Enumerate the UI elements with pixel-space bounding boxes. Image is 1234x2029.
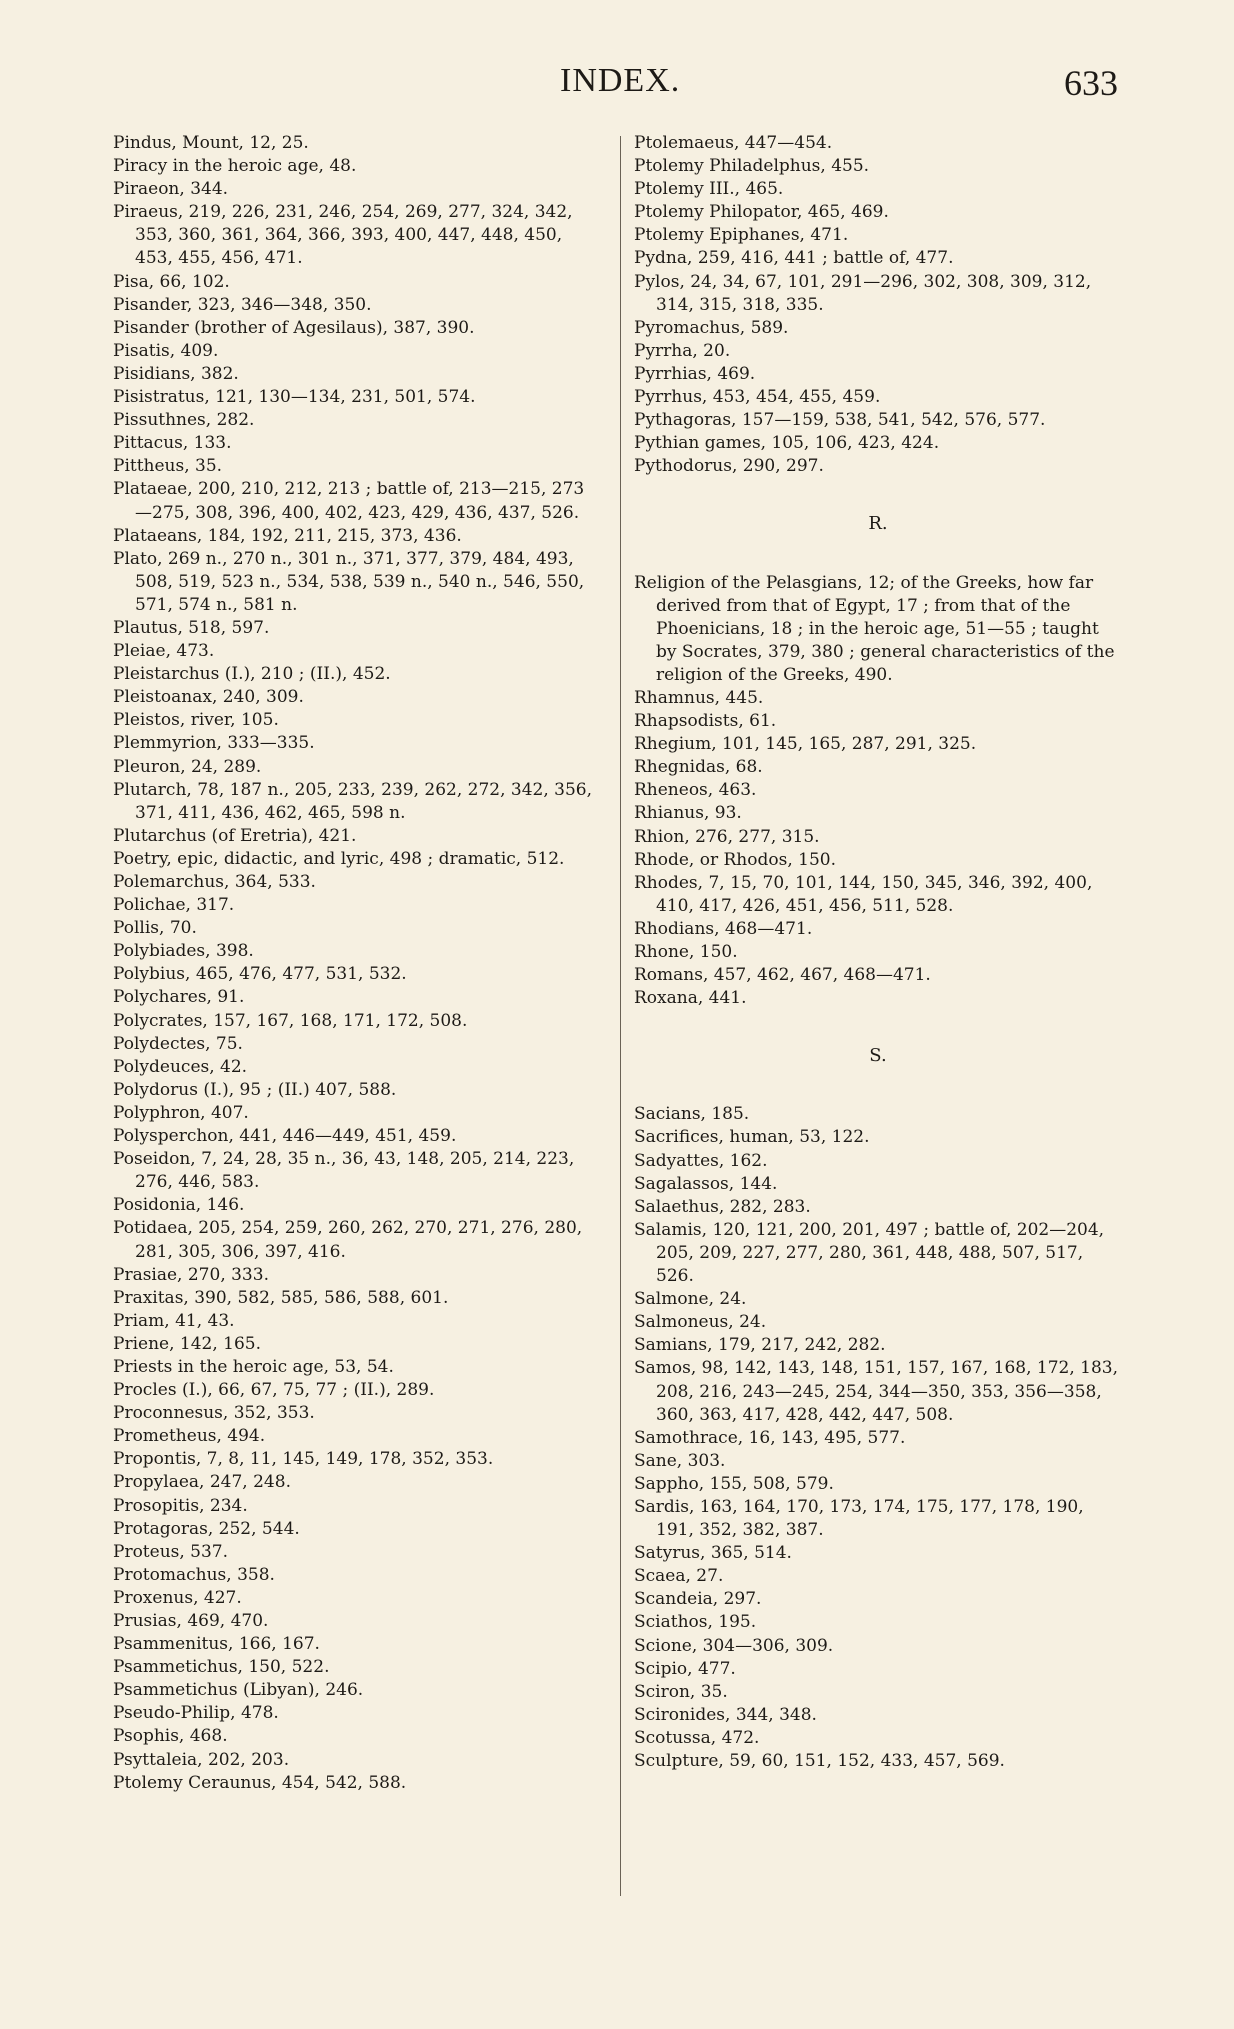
index-entry: Scandeia, 297. [634, 1589, 762, 1610]
index-entry: Priests in the heroic age, 53, 54. [113, 1356, 394, 1377]
index-entry: Praxitas, 390, 582, 585, 586, 588, 601. [113, 1287, 449, 1308]
index-entry: Pissuthnes, 282. [113, 410, 255, 431]
index-column-left [113, 132, 593, 1795]
index-entry: Rheneos, 463. [634, 780, 757, 801]
index-entry: Pseudo-Philip, 478. [113, 1703, 279, 1724]
index-entry: Polychares, 91. [113, 987, 245, 1008]
index-entry: Sciron, 35. [634, 1681, 728, 1702]
index-entry: Pythian games, 105, 106, 423, 424. [634, 433, 940, 454]
index-entry: Pisa, 66, 102. [113, 271, 230, 292]
index-entry: Propylaea, 247, 248. [113, 1472, 291, 1493]
index-entry: Pleistos, river, 105. [113, 710, 279, 731]
index-entry: Proteus, 537. [113, 1541, 229, 1562]
index-entry: Pyromachus, 589. [634, 317, 789, 338]
index-entry: Priam, 41, 43. [113, 1310, 235, 1331]
index-entry: Pittheus, 35. [113, 456, 223, 477]
index-entry: Sappho, 155, 508, 579. [634, 1473, 834, 1494]
section-letter-r: R. [868, 513, 888, 535]
index-entry: Pleistoanax, 240, 309. [113, 687, 304, 708]
index-entry: Ptolemaeus, 447—454. [634, 133, 833, 153]
index-entry: Psyttaleia, 202, 203. [113, 1749, 290, 1770]
index-entry: Plataeae, 200, 210, 212, 213 ; battle of, 213—215, 273—275, 308, 396, 400, 402, 423, 429, 436, 437, 526. [113, 479, 585, 523]
index-entry: Rhianus, 93. [634, 803, 742, 824]
index-entry: Samians, 179, 217, 242, 282. [634, 1335, 886, 1356]
index-entry: Sacrifices, human, 53, 122. [634, 1127, 870, 1148]
index-entry: Ptolemy Philadelphus, 455. [634, 156, 870, 177]
index-entry: Protagoras, 252, 544. [113, 1518, 300, 1539]
index-entry: Romans, 457, 462, 467, 468—471. [634, 965, 931, 986]
index-entry: Polemarchus, 364, 533. [113, 872, 316, 892]
index-entry: Pyrrhus, 453, 454, 455, 459. [634, 387, 881, 408]
index-entry: Pleiae, 473. [113, 641, 215, 662]
index-entry: Propontis, 7, 8, 11, 145, 149, 178, 352, 353. [113, 1449, 494, 1470]
index-entry: Prometheus, 494. [113, 1426, 266, 1447]
index-entry: Sadyattes, 162. [634, 1150, 768, 1171]
index-entry: Procles (I.), 66, 67, 75, 77 ; (II.), 289. [113, 1380, 435, 1401]
index-entry: Psophis, 468. [113, 1726, 228, 1747]
index-entry: Scione, 304—306, 309. [634, 1635, 834, 1656]
index-entry: Pisistratus, 121, 130—134, 231, 501, 574. [113, 387, 476, 408]
section-letter-s: S. [869, 1045, 887, 1067]
index-entry: Potidaea, 205, 254, 259, 260, 262, 270, 271, 276, 280, 281, 305, 306, 397, 416. [113, 1218, 583, 1262]
index-entry: Pleuron, 24, 289. [113, 756, 262, 777]
page-header [0, 62, 1234, 112]
index-entry: Scironides, 344, 348. [634, 1704, 817, 1725]
index-entry: Poetry, epic, didactic, and lyric, 498 ; dramatic, 512. [113, 848, 565, 869]
index-entry: Salmone, 24. [634, 1289, 747, 1310]
index-entry: Protomachus, 358. [113, 1564, 275, 1585]
index-entry: Sciathos, 195. [634, 1612, 757, 1633]
index-entry: Rhamnus, 445. [634, 687, 764, 708]
index-entry: Prosopitis, 234. [113, 1495, 248, 1516]
index-entry: Pisander (brother of Agesilaus), 387, 390. [113, 317, 475, 338]
index-entry: Ptolemy Epiphanes, 471. [634, 225, 849, 246]
index-entry: Roxana, 441. [634, 988, 747, 1009]
index-entry: Polybiades, 398. [113, 941, 254, 962]
index-entry: Polybius, 465, 476, 477, 531, 532. [113, 964, 407, 985]
index-entry: Rhion, 276, 277, 315. [634, 826, 820, 847]
index-entry: Plemmyrion, 333—335. [113, 733, 315, 754]
index-entry: Poseidon, 7, 24, 28, 35 n., 36, 43, 148, 205, 214, 223, 276, 446, 583. [113, 1149, 575, 1193]
index-entry: Satyrus, 365, 514. [634, 1543, 792, 1564]
index-entry: Sagalassos, 144. [634, 1173, 778, 1194]
index-entry: Pythodorus, 290, 297. [634, 456, 824, 477]
index-entry: Priene, 142, 165. [113, 1333, 261, 1354]
index-entry: Psammetichus (Libyan), 246. [113, 1680, 364, 1701]
index-entry: Pisander, 323, 346—348, 350. [113, 294, 372, 315]
index-entry: Psammenitus, 166, 167. [113, 1634, 320, 1655]
index-entry: Proxenus, 427. [113, 1587, 242, 1608]
index-entry: Polyphron, 407. [113, 1102, 249, 1123]
index-entry: Religion of the Pelasgians, 12; of the Greeks, how far derived from that of Egypt, 17 ; from that of the Phoenicians, 18 ; in the heroic age, 51—55 ; taught by Socrates, 379, 380 ; general characteristics of the religion of the Greeks, 490. [634, 572, 1115, 685]
index-entry: Pylos, 24, 34, 67, 101, 291—296, 302, 308, 309, 312, 314, 315, 318, 335. [634, 271, 1092, 315]
page-title: INDEX. [560, 62, 681, 99]
index-entry: Sane, 303. [634, 1450, 726, 1471]
index-entry: Polysperchon, 441, 446—449, 451, 459. [113, 1126, 457, 1147]
index-entry: Sardis, 163, 164, 170, 173, 174, 175, 177, 178, 190, 191, 352, 382, 387. [634, 1496, 1084, 1541]
index-entry: Pyrrha, 20. [634, 340, 731, 361]
index-entry: Plutarch, 78, 187 n., 205, 233, 239, 262, 272, 342, 356, 371, 411, 436, 462, 465, 598 n. [113, 779, 593, 823]
index-entry: Pisatis, 409. [113, 340, 219, 361]
index-entries-s [634, 1103, 1122, 1773]
index-entry: Polichae, 317. [113, 895, 235, 916]
index-entry: Salamis, 120, 121, 200, 201, 497 ; battle of, 202—204, 205, 209, 227, 277, 280, 361, 448, 488, 507, 517, 526. [634, 1219, 1105, 1287]
index-entry: Pyrrhias, 469. [634, 363, 756, 384]
index-entries-p-continued [634, 132, 1122, 478]
index-entry: Polycrates, 157, 167, 168, 171, 172, 508. [113, 1010, 468, 1031]
index-entry: Polydeuces, 42. [113, 1056, 248, 1077]
index-entry: Polydorus (I.), 95 ; (II.) 407, 588. [113, 1079, 397, 1100]
column-divider [620, 136, 621, 1896]
index-entry: Posidonia, 146. [113, 1195, 245, 1216]
index-entry: Pisidians, 382. [113, 363, 239, 384]
index-entry: Rhodes, 7, 15, 70, 101, 144, 150, 345, 346, 392, 400, 410, 417, 426, 451, 456, 511, 528. [634, 872, 1093, 916]
index-entry: Rhegium, 101, 145, 165, 287, 291, 325. [634, 734, 977, 755]
index-entry: Psammetichus, 150, 522. [113, 1657, 330, 1678]
index-column-right [634, 132, 1122, 1773]
index-entry: Rhode, or Rhodos, 150. [634, 849, 836, 870]
index-entry: Pleistarchus (I.), 210 ; (II.), 452. [113, 664, 391, 685]
index-entry: Piraeon, 344. [113, 179, 229, 200]
page-number: 633 [1064, 63, 1118, 103]
index-entry: Rhodians, 468—471. [634, 918, 813, 939]
index-entry: Sculpture, 59, 60, 151, 152, 433, 457, 569. [634, 1751, 1005, 1771]
index-entry: Plataeans, 184, 192, 211, 215, 373, 436. [113, 525, 462, 546]
index-entry: Rhone, 150. [634, 942, 738, 962]
index-entry: Rhapsodists, 61. [634, 711, 777, 732]
index-entry: Pollis, 70. [113, 918, 197, 939]
index-entry: Ptolemy III., 465. [634, 179, 784, 200]
index-entry: Prusias, 469, 470. [113, 1611, 269, 1631]
index-entry: Scaea, 27. [634, 1566, 724, 1587]
index-entry: Samos, 98, 142, 143, 148, 151, 157, 167, 168, 172, 183, 208, 216, 243—245, 254, 344—350, 353, 356—358, 360, 363, 417, 428, 442, 447, 508. [634, 1358, 1119, 1425]
index-entry: Pindus, Mount, 12, 25. [113, 133, 309, 153]
index-entry: Rhegnidas, 68. [634, 757, 763, 778]
index-entry: Scotussa, 472. [634, 1727, 760, 1748]
index-entries-r [634, 572, 1122, 1011]
index-entry: Pydna, 259, 416, 441 ; battle of, 477. [634, 248, 954, 269]
index-entry: Salaethus, 282, 283. [634, 1196, 811, 1217]
index-entry: Ptolemy Philopator, 465, 469. [634, 202, 889, 223]
index-entry: Samothrace, 16, 143, 495, 577. [634, 1427, 906, 1448]
index-entry: Salmoneus, 24. [634, 1312, 767, 1333]
index-entry: Proconnesus, 352, 353. [113, 1403, 315, 1424]
index-entry: Polydectes, 75. [113, 1033, 243, 1054]
index-entry: Prasiae, 270, 333. [113, 1264, 269, 1285]
index-entry: Piracy in the heroic age, 48. [113, 156, 357, 177]
index-entry: Pittacus, 133. [113, 433, 232, 454]
index-entry: Plato, 269 n., 270 n., 301 n., 371, 377, 379, 484, 493, 508, 519, 523 n., 534, 538, 539 n., 540 n., 546, 550, 571, 574 n., 581 n. [113, 548, 585, 615]
index-entry: Pythagoras, 157—159, 538, 541, 542, 576, 577. [634, 410, 1046, 431]
index-entry: Sacians, 185. [634, 1104, 750, 1125]
index-entry: Piraeus, 219, 226, 231, 246, 254, 269, 277, 324, 342, 353, 360, 361, 364, 366, 393, 400, 447, 448, 450, 453, 455, 456, 471. [113, 202, 573, 269]
index-entry: Plautus, 518, 597. [113, 617, 270, 638]
index-entry: Plutarchus (of Eretria), 421. [113, 825, 357, 846]
index-entry: Ptolemy Ceraunus, 454, 542, 588. [113, 1772, 407, 1793]
index-entry: Scipio, 477. [634, 1658, 736, 1679]
